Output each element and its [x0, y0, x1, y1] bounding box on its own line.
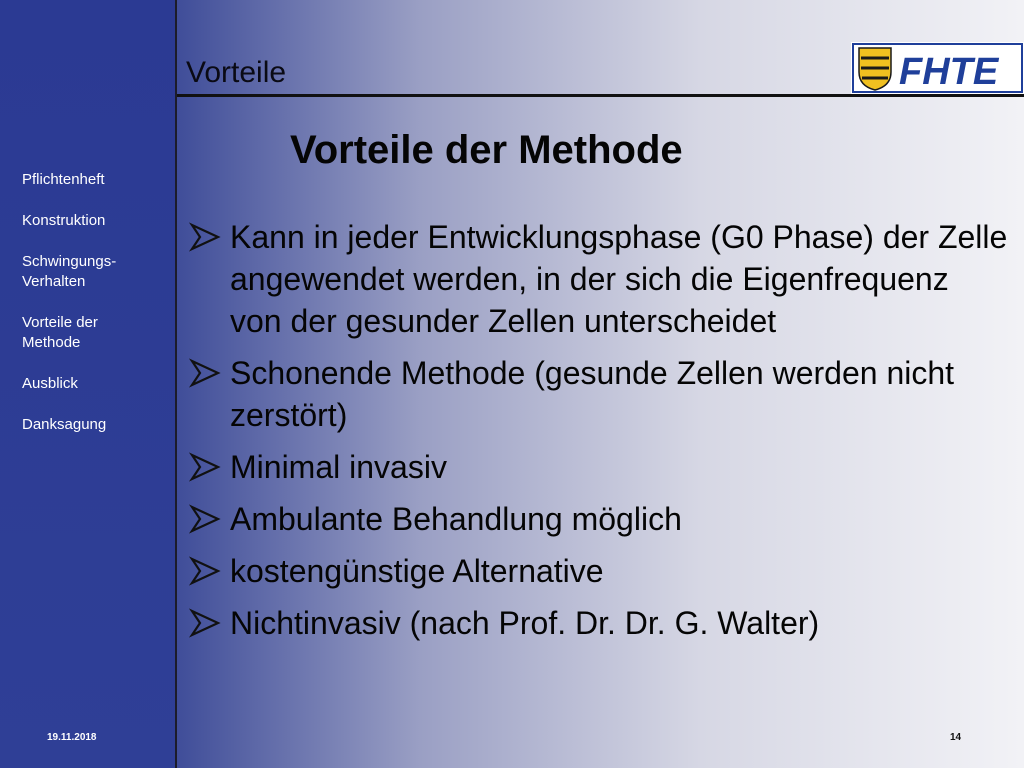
sidebar-item-label: Ausblick: [22, 375, 78, 392]
bullet-text: kostengünstige Alternative: [230, 553, 604, 589]
arrow-bullet-icon: [188, 608, 222, 638]
sidebar-item-pflichtenheft[interactable]: [22, 170, 172, 190]
sidebar-divider: [175, 0, 177, 768]
sidebar-item-ausblick[interactable]: [22, 374, 172, 394]
slide-title: Vorteile der Methode: [290, 128, 683, 172]
arrow-bullet-icon: [188, 452, 222, 482]
logo-text: FHTE: [899, 51, 999, 93]
sidebar-item-schwingungsverhalten[interactable]: [22, 252, 172, 292]
bullet-item: [188, 498, 1008, 540]
bullet-text: Minimal invasiv: [230, 449, 447, 485]
coat-of-arms-icon: [859, 48, 891, 90]
fhte-logo: [851, 42, 1024, 94]
sidebar-item-label: Vorteile der: [22, 314, 98, 331]
bullet-text: Schonende Methode (gesunde Zellen werden nicht zerstört): [230, 355, 955, 433]
bullet-item: [188, 550, 1008, 592]
sidebar-item-label-line2: Verhalten: [22, 273, 86, 290]
arrow-bullet-icon: [188, 556, 222, 586]
arrow-bullet-icon: [188, 358, 222, 388]
bullet-text: Kann in jeder Entwicklungsphase (G0 Phase) der Zelle angewendet werden, in der sich die Eigenfrequenz von der gesunder Zellen unterscheidet: [230, 219, 1008, 339]
arrow-bullet-icon: [188, 504, 222, 534]
page-number: 14: [950, 732, 962, 743]
sidebar-item-label: Schwingungs-: [22, 253, 117, 270]
bullet-text: Ambulante Behandlung möglich: [230, 501, 682, 537]
sidebar-item-danksagung[interactable]: [22, 415, 172, 435]
bullet-text: Nichtinvasiv (nach Prof. Dr. Dr. G. Walter): [230, 605, 820, 641]
bullet-item: [188, 602, 1008, 644]
sidebar-item-vorteile[interactable]: [22, 313, 172, 353]
section-title: Vorteile: [186, 56, 287, 89]
sidebar-item-label: Pflichtenheft: [22, 171, 105, 188]
sidebar-item-label: Konstruktion: [22, 212, 106, 229]
bullet-item: [188, 216, 1008, 342]
sidebar-item-konstruktion[interactable]: [22, 211, 172, 231]
bullet-list: [188, 216, 1008, 654]
footer-date: 19.11.2018: [47, 732, 97, 743]
sidebar-item-label-line2: Methode: [22, 334, 81, 351]
sidebar-item-label: Danksagung: [22, 416, 107, 433]
sidebar-nav: [22, 170, 172, 456]
header-rule: [177, 94, 1024, 97]
bullet-item: [188, 352, 1008, 436]
arrow-bullet-icon: [188, 222, 222, 252]
bullet-item: [188, 446, 1008, 488]
